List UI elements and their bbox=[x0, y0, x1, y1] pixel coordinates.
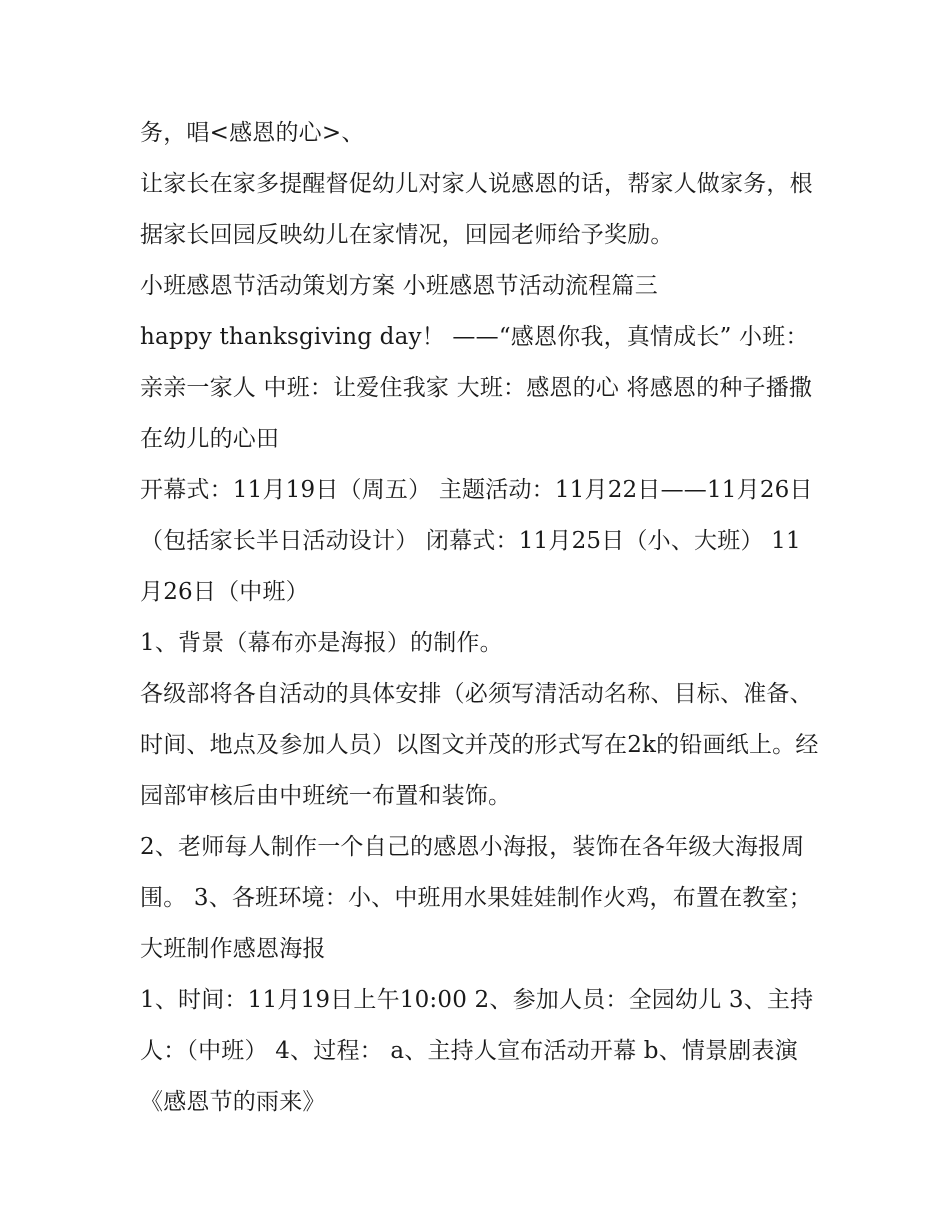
paragraph-7: 各级部将各自活动的具体安排（必须写清活动名称、目标、准备、时间、地点及参加人员）以图文并茂的形式写在2k的铅画纸上。经园部审核后由中班统一布置和装饰。 bbox=[140, 681, 819, 809]
paragraph-4: happy thanksgiving day！ ——“感恩你我，真情成长” 小班：亲亲一家人 中班：让爱住我家 大班：感恩的心 将感恩的种子播撒在幼儿的心田 bbox=[140, 324, 813, 452]
paragraph-1: 务，唱<感恩的心>、 bbox=[140, 120, 365, 146]
paragraph-8: 2、老师每人制作一个自己的感恩小海报，装饰在各年级大海报周围。 3、各班环境：小、中班用水果娃娃制作火鸡，布置在教室； 大班制作感恩海报 bbox=[140, 834, 812, 962]
paragraph-5: 开幕式：11月19日（周五） 主题活动：11月22日——11月26日（包括家长半日活动设计） 闭幕式：11月25日（小、大班） 11月26日（中班） bbox=[140, 477, 813, 605]
document-body bbox=[140, 108, 820, 1128]
paragraph-6: 1、背景（幕布亦是海报）的制作。 bbox=[140, 630, 503, 656]
paragraph-9: 1、时间：11月19日上午10:00 2、参加人员：全园幼儿 3、主持人：（中班） 4、过程： a、主持人宣布活动开幕 b、情景剧表演《感恩节的雨来》 bbox=[140, 987, 814, 1115]
paragraph-3: 小班感恩节活动策划方案 小班感恩节活动流程篇三 bbox=[140, 273, 658, 299]
paragraph-2: 让家长在家多提醒督促幼儿对家人说感恩的话，帮家人做家务，根据家长回园反映幼儿在家情况，回园老师给予奖励。 bbox=[140, 171, 813, 248]
